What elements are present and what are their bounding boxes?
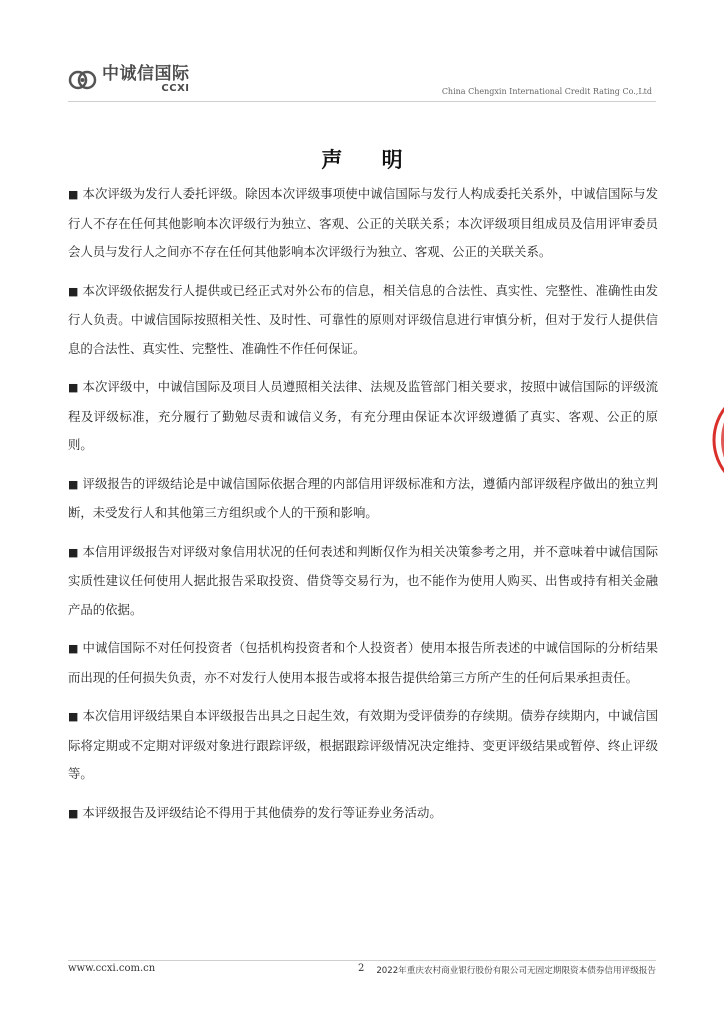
statement-paragraph bbox=[68, 277, 658, 364]
bullet-square-icon: ■ bbox=[68, 806, 79, 820]
statement-paragraph bbox=[68, 538, 658, 625]
paragraph-text: 本次评级中，中诚信国际及项目人员遵照相关法律、法规及监管部门相关要求，按照中诚信国际的评级流程及评级标准，充分履行了勤勉尽责和诚信义务，有充分理由保证本次评级遵循了真实、客观、公正的原则。 bbox=[68, 379, 658, 452]
logo-english-name: CCXI bbox=[161, 83, 190, 94]
bullet-square-icon: ■ bbox=[68, 381, 79, 394]
bullet-square-icon: ■ bbox=[68, 710, 79, 723]
statement-body bbox=[68, 180, 658, 838]
statement-paragraph bbox=[68, 470, 658, 528]
paragraph-text: 本次评级依据发行人提供或已经正式对外公布的信息，相关信息的合法性、真实性、完整性、准确性由发行人负责。中诚信国际按照相关性、及时性、可靠性的原则对评级信息进行审慎分析，但对于发行人提供信息的合法性、真实性、完整性、准确性不作任何保证。 bbox=[68, 282, 658, 356]
logo-chinese-name: 中诚信国际 bbox=[102, 64, 190, 84]
bullet-square-icon: ■ bbox=[68, 477, 79, 491]
footer-report-title: 2022年重庆农村商业银行股份有限公司无固定期限资本债券信用评级报告 bbox=[376, 966, 656, 976]
bullet-square-icon: ■ bbox=[68, 188, 79, 201]
bullet-square-icon: ■ bbox=[68, 545, 79, 559]
statement-paragraph bbox=[68, 799, 658, 829]
page-title: 声 明 bbox=[321, 148, 419, 172]
paragraph-text: 本次信用评级结果自本评级报告出具之日起生效，有效期为受评债券的存续期。债券存续期内，中诚信国际将定期或不定期对评级对象进行跟踪评级，根据跟踪评级情况决定维持、变更评级结果或暂停、终止评级等。 bbox=[68, 708, 658, 781]
page-number: 2 bbox=[358, 963, 365, 974]
paragraph-text: 本评级报告及评级结论不得用于其他债券的发行等证券业务活动。 bbox=[82, 804, 442, 820]
paragraph-text: 评级报告的评级结论是中诚信国际依据合理的内部信用评级标准和方法，遵循内部评级程序做出的独立判断，未受发行人和其他第三方组织或个人的干预和影响。 bbox=[68, 475, 658, 520]
company-logo bbox=[68, 66, 190, 94]
statement-paragraph bbox=[68, 634, 658, 692]
footer-divider bbox=[68, 960, 656, 961]
bullet-square-icon: ■ bbox=[68, 642, 79, 655]
paragraph-text: 本信用评级报告对评级对象信用状况的任何表述和判断仅作为相关决策参考之用，并不意味着中诚信国际实质性建议任何使用人据此报告采取投资、借贷等交易行为，也不能作为使用人购买、出售或持有相关金融产品的依据。 bbox=[68, 543, 658, 617]
statement-paragraph bbox=[68, 180, 658, 267]
company-seal-icon bbox=[706, 380, 724, 500]
header-divider bbox=[68, 101, 656, 102]
paragraph-text: 中诚信国际不对任何投资者（包括机构投资者和个人投资者）使用本报告所表述的中诚信国际的分析结果而出现的任何损失负责，亦不对发行人使用本报告或将本报告提供给第三方所产生的任何后果承担责任。 bbox=[68, 640, 658, 685]
statement-paragraph bbox=[68, 373, 658, 460]
company-english-name: China Chengxin International Credit Rating Co.,Ltd bbox=[441, 87, 652, 96]
ccxi-logo-icon bbox=[68, 67, 98, 93]
bullet-square-icon: ■ bbox=[68, 284, 79, 298]
paragraph-text: 本次评级为发行人委托评级。除因本次评级事项使中诚信国际与发行人构成委托关系外，中诚信国际与发行人不存在任何其他影响本次评级行为独立、客观、公正的关联关系；本次评级项目组成员及信用评审委员会人员与发行人之间亦不存在任何其他影响本次评级行为独立、客观、公正的关联关系。 bbox=[68, 186, 658, 259]
statement-paragraph bbox=[68, 702, 658, 789]
footer-website: www.ccxi.com.cn bbox=[68, 963, 156, 974]
